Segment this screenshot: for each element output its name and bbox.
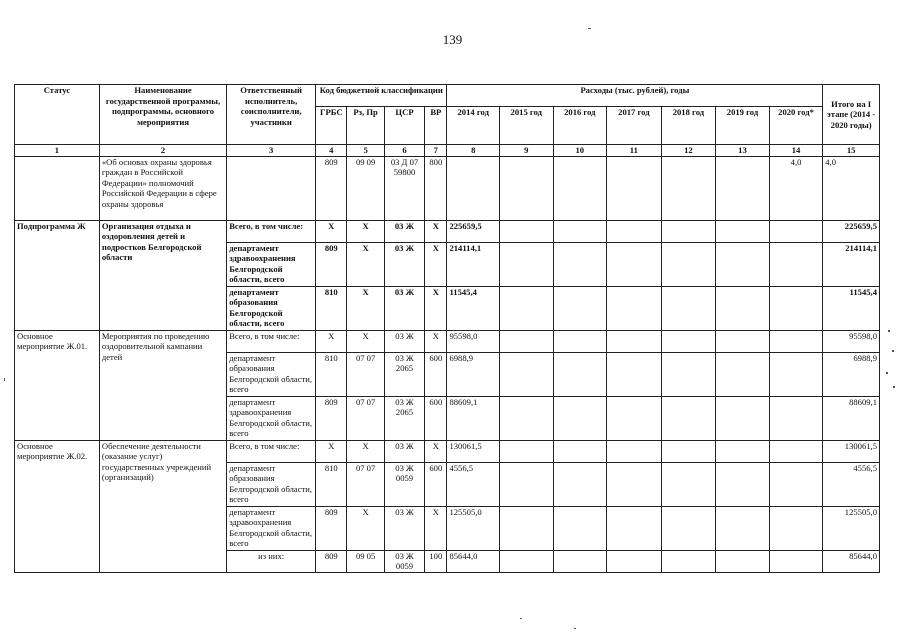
y2020-cell: 4,0 — [769, 156, 823, 220]
col-number: 8 — [447, 145, 500, 157]
scan-speck — [520, 618, 522, 619]
status-cell: Основное мероприятие Ж.01. — [15, 330, 100, 440]
header-responsible: Ответственный исполнитель, соисполнители, участники — [227, 85, 316, 145]
csr-cell: 03 Ж 0059 — [384, 462, 424, 506]
table-row — [15, 330, 880, 352]
col-number: 4 — [316, 145, 347, 157]
header-total: Итого на I этапе (2014 - 2020 годы) — [823, 85, 880, 145]
col-number: 10 — [553, 145, 607, 157]
vr-cell: X — [425, 330, 447, 352]
total-cell: 88609,1 — [823, 396, 880, 440]
table-row — [15, 156, 880, 220]
name-cell: «Об основах охраны здоровья граждан в Российской Федерации» полномочий Российской Федерации в сфере охраны здоровья — [99, 156, 226, 220]
y2015-cell — [499, 156, 553, 220]
y2014-cell: 85644,0 — [447, 550, 500, 572]
y2014-cell — [447, 156, 500, 220]
y2017-cell — [607, 156, 662, 220]
grbs-cell: 810 — [316, 462, 347, 506]
csr-cell: 03 Д 07 59800 — [384, 156, 424, 220]
grbs-cell: X — [316, 330, 347, 352]
vr-cell: 600 — [425, 396, 447, 440]
header-csr: ЦСР — [384, 107, 424, 145]
rzpr-cell: X — [347, 440, 384, 462]
total-cell: 4556,5 — [823, 462, 880, 506]
grbs-cell: 810 — [316, 286, 347, 330]
col-number: 1 — [15, 145, 100, 157]
rzpr-cell: X — [347, 220, 384, 242]
col-number: 11 — [607, 145, 662, 157]
grbs-cell: 809 — [316, 550, 347, 572]
header-2019: 2019 год — [716, 107, 770, 145]
col-number: 13 — [716, 145, 770, 157]
col-number: 5 — [347, 145, 384, 157]
rzpr-cell: X — [347, 286, 384, 330]
col-number: 6 — [384, 145, 424, 157]
y2014-cell: 130061,5 — [447, 440, 500, 462]
vr-cell: X — [425, 440, 447, 462]
grbs-cell: 809 — [316, 506, 347, 550]
responsible-cell: департамент здравоохранения Белгородской области, всего — [227, 506, 316, 550]
csr-cell: 03 Ж 0059 — [384, 550, 424, 572]
status-cell: Основное мероприятие Ж.02. — [15, 440, 100, 572]
csr-cell: 03 Ж — [384, 220, 424, 242]
col-number: 7 — [425, 145, 447, 157]
col-number: 2 — [99, 145, 226, 157]
responsible-cell: Всего, в том числе: — [227, 330, 316, 352]
header-2015: 2015 год — [499, 107, 553, 145]
vr-cell: 800 — [425, 156, 447, 220]
csr-cell: 03 Ж — [384, 330, 424, 352]
header-2018: 2018 год — [661, 107, 716, 145]
grbs-cell: 809 — [316, 242, 347, 286]
page-number: 139 — [442, 32, 463, 47]
vr-cell: X — [425, 286, 447, 330]
col-number: 9 — [499, 145, 553, 157]
vr-cell: 100 — [425, 550, 447, 572]
y2016-cell — [553, 156, 607, 220]
y2019-cell — [716, 156, 770, 220]
grbs-cell: X — [316, 220, 347, 242]
scan-speck — [888, 330, 890, 332]
scan-speck — [892, 350, 894, 352]
responsible-cell: департамент образования Белгородской области, всего — [227, 286, 316, 330]
total-cell: 4,0 — [823, 156, 880, 220]
total-cell: 6988,9 — [823, 352, 880, 396]
csr-cell: 03 Ж — [384, 286, 424, 330]
header-grbs: ГРБС — [316, 107, 347, 145]
header-budget-code: Код бюджетной классификации — [316, 85, 447, 107]
y2014-cell: 125505,0 — [447, 506, 500, 550]
responsible-cell: Всего, в том числе: — [227, 440, 316, 462]
col-number: 12 — [661, 145, 716, 157]
total-cell: 85644,0 — [823, 550, 880, 572]
header-vr: ВР — [425, 107, 447, 145]
total-cell: 225659,5 — [823, 220, 880, 242]
vr-cell: X — [425, 242, 447, 286]
y2014-cell: 225659,5 — [447, 220, 500, 242]
total-cell: 130061,5 — [823, 440, 880, 462]
header-name: Наименование государственной программы, подпрограммы, основного мероприятия — [99, 85, 226, 145]
header-expenses: Расходы (тыс. рублей), годы — [447, 85, 823, 107]
name-cell: Мероприятия по проведению оздоровительной кампании детей — [99, 330, 226, 440]
responsible-cell: департамент образования Белгородской области, всего — [227, 352, 316, 396]
rzpr-cell: 09 05 — [347, 550, 384, 572]
total-cell: 125505,0 — [823, 506, 880, 550]
name-cell: Организация отдыха и оздоровления детей и подростков Белгородской области — [99, 220, 226, 330]
rzpr-cell: X — [347, 330, 384, 352]
total-cell: 11545,4 — [823, 286, 880, 330]
y2014-cell: 214114,1 — [447, 242, 500, 286]
vr-cell: 600 — [425, 352, 447, 396]
col-number: 3 — [227, 145, 316, 157]
status-cell: Подпрограмма Ж — [15, 220, 100, 330]
vr-cell: X — [425, 506, 447, 550]
name-cell: Обеспечение деятельности (оказание услуг) государственных учреждений (организаций) — [99, 440, 226, 572]
table-row — [15, 220, 880, 242]
col-number: 15 — [823, 145, 880, 157]
y2014-cell: 88609,1 — [447, 396, 500, 440]
rzpr-cell: 07 07 — [347, 462, 384, 506]
budget-table — [14, 84, 880, 573]
responsible-cell: департамент здравоохранения Белгородской области, всего — [227, 396, 316, 440]
csr-cell: 03 Ж — [384, 440, 424, 462]
header-2014: 2014 год — [447, 107, 500, 145]
grbs-cell: X — [316, 440, 347, 462]
y2014-cell: 6988,9 — [447, 352, 500, 396]
y2014-cell: 4556,5 — [447, 462, 500, 506]
vr-cell: X — [425, 220, 447, 242]
vr-cell: 600 — [425, 462, 447, 506]
status-cell — [15, 156, 100, 220]
header-rzpr: Рз, Пр — [347, 107, 384, 145]
responsible-cell — [227, 156, 316, 220]
scan-speck — [588, 28, 591, 29]
responsible-cell: департамент здравоохранения Белгородской области, всего — [227, 242, 316, 286]
scan-speck — [886, 372, 888, 374]
header-status: Статус — [15, 85, 100, 145]
header-2017: 2017 год — [607, 107, 662, 145]
csr-cell: 03 Ж — [384, 242, 424, 286]
total-cell: 214114,1 — [823, 242, 880, 286]
grbs-cell: 809 — [316, 396, 347, 440]
csr-cell: 03 Ж 2065 — [384, 352, 424, 396]
y2018-cell — [661, 156, 716, 220]
rzpr-cell: X — [347, 506, 384, 550]
rzpr-cell: 07 07 — [347, 396, 384, 440]
rzpr-cell: X — [347, 242, 384, 286]
scan-speck — [893, 386, 895, 388]
responsible-cell: из них: — [227, 550, 316, 572]
csr-cell: 03 Ж 2065 — [384, 396, 424, 440]
y2014-cell: 95598,0 — [447, 330, 500, 352]
header-2016: 2016 год — [553, 107, 607, 145]
scan-speck — [4, 378, 5, 381]
table-row — [15, 440, 880, 462]
y2014-cell: 11545,4 — [447, 286, 500, 330]
responsible-cell: Всего, в том числе: — [227, 220, 316, 242]
responsible-cell: департамент образования Белгородской области, всего — [227, 462, 316, 506]
scan-speck — [574, 628, 576, 629]
grbs-cell: 809 — [316, 156, 347, 220]
total-cell: 95598,0 — [823, 330, 880, 352]
header-2020: 2020 год* — [769, 107, 823, 145]
rzpr-cell: 09 09 — [347, 156, 384, 220]
grbs-cell: 810 — [316, 352, 347, 396]
csr-cell: 03 Ж — [384, 506, 424, 550]
col-number: 14 — [769, 145, 823, 157]
rzpr-cell: 07 07 — [347, 352, 384, 396]
